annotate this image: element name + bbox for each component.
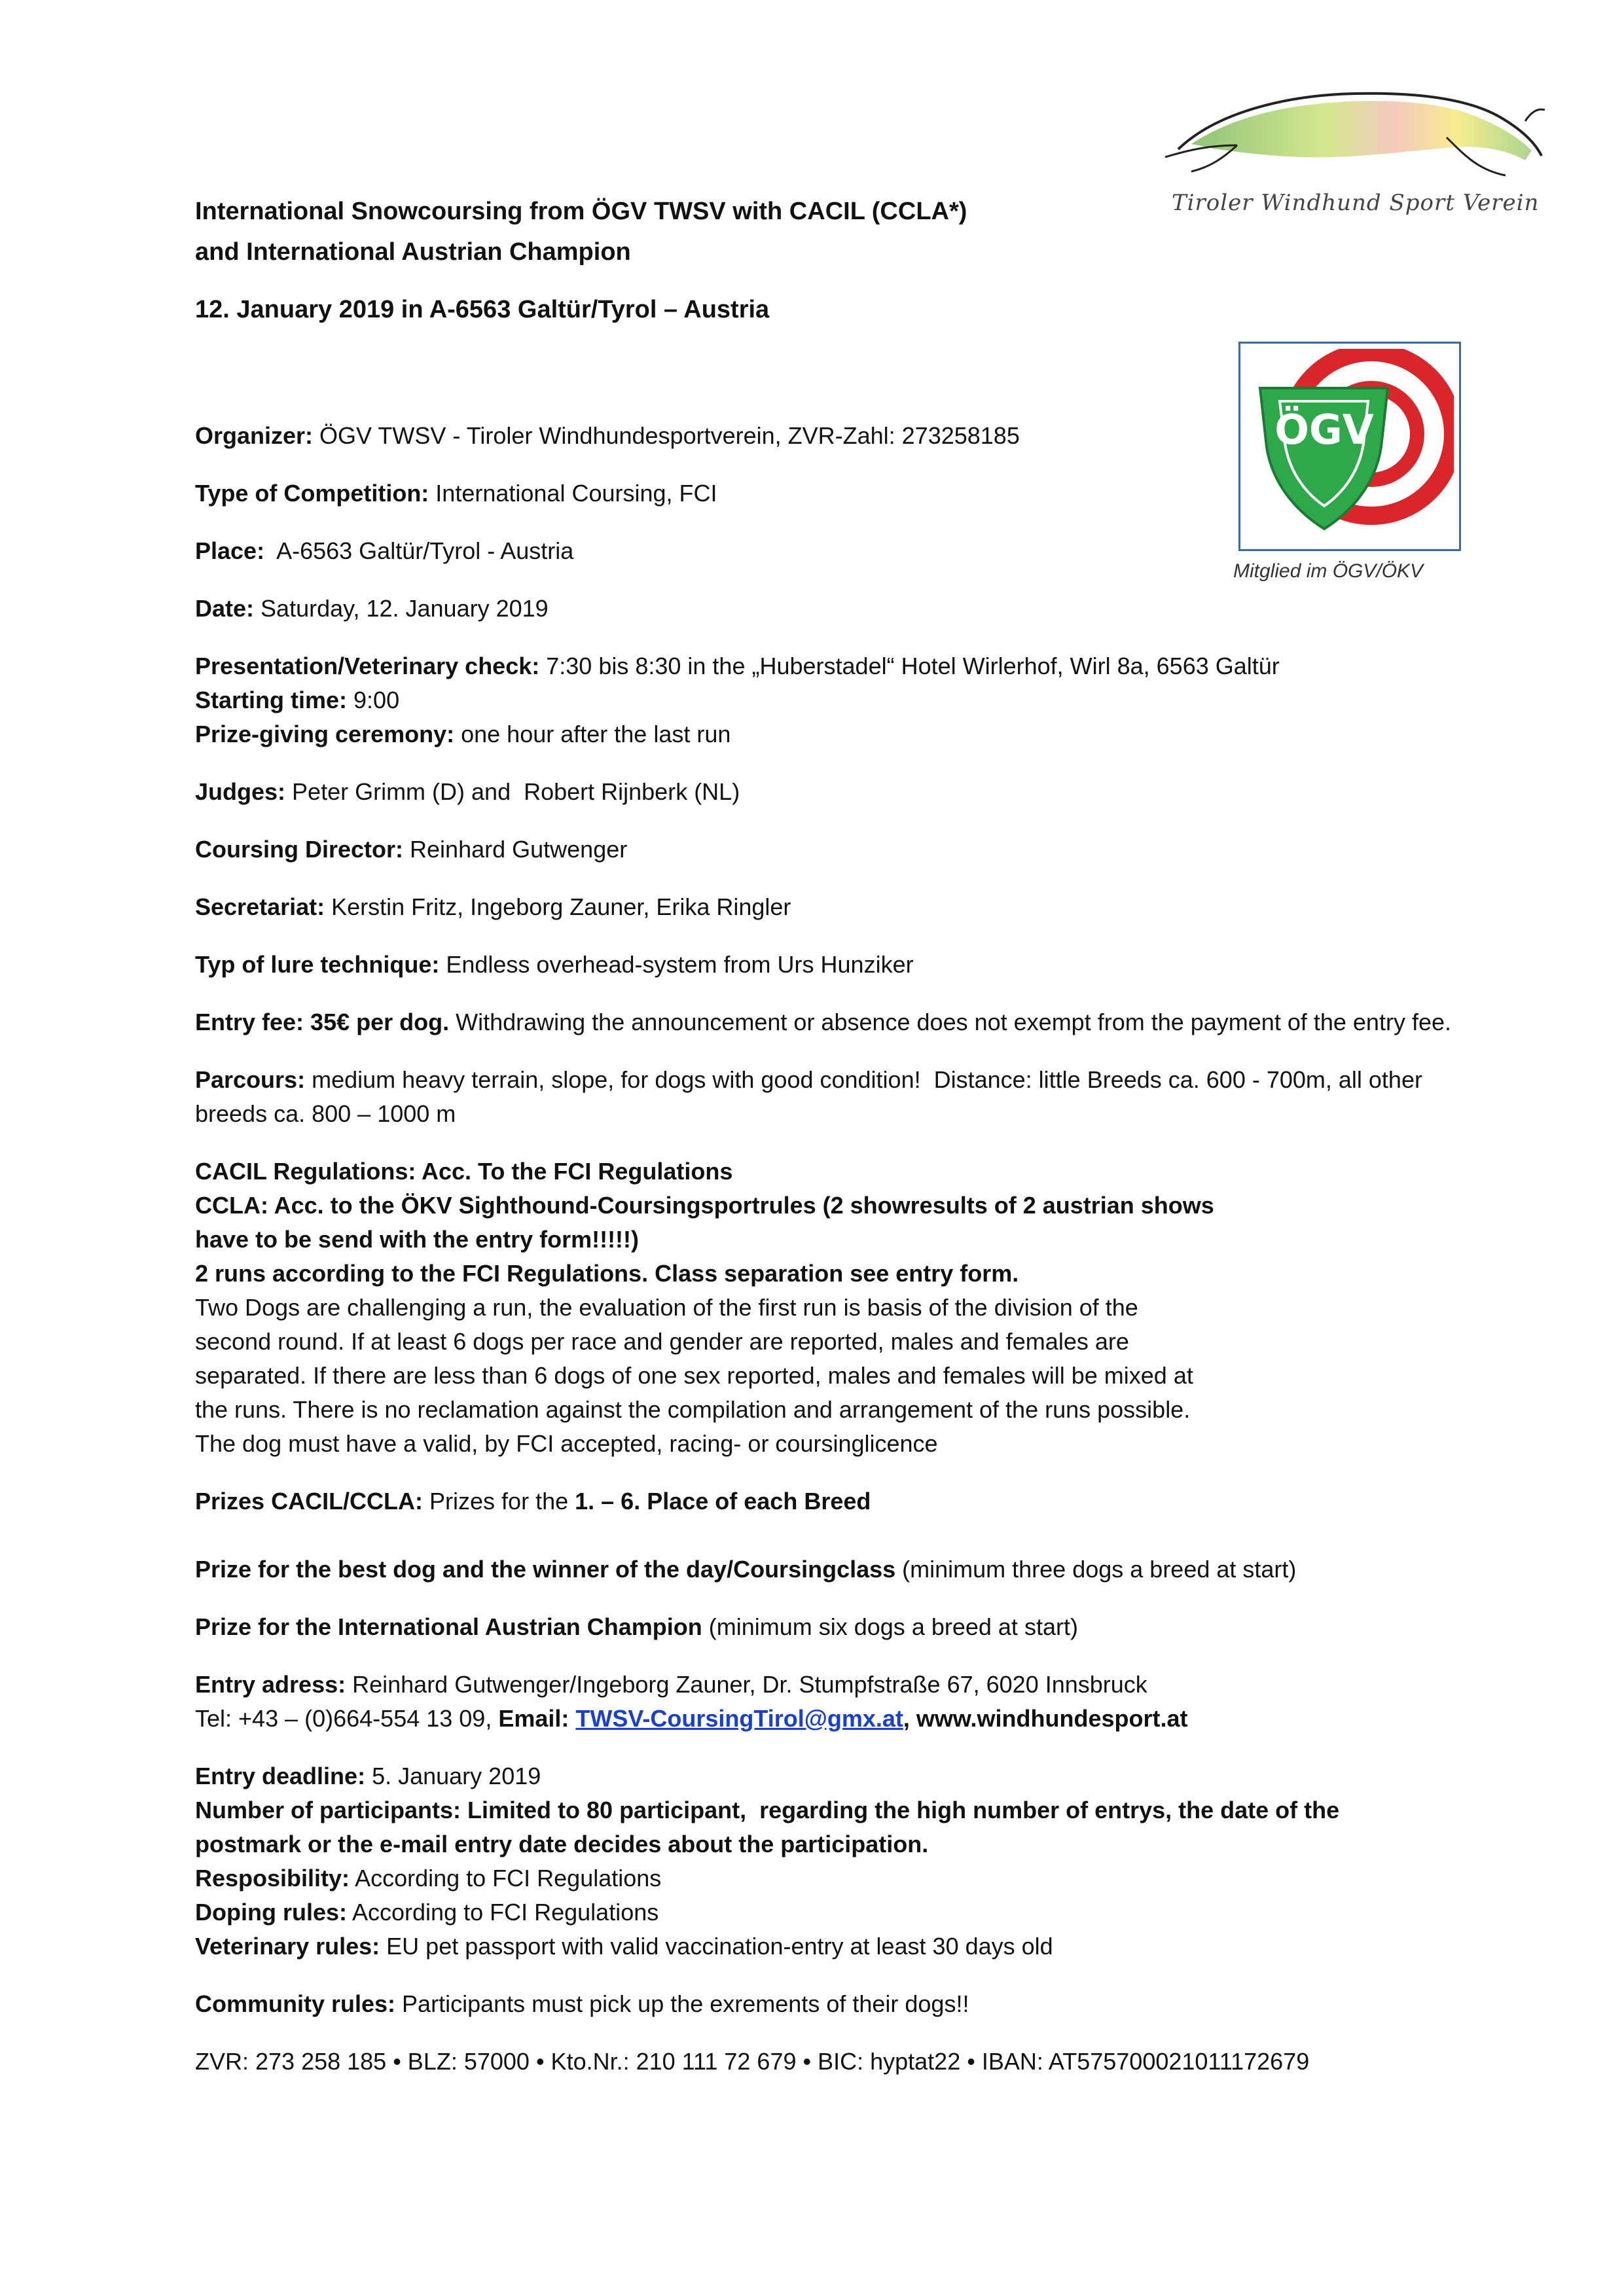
entry-fee-value: Withdrawing the announcement or absence does not exempt from the payment of the entry fee. <box>449 1009 1451 1035</box>
competition-type-value: International Coursing, FCI <box>429 480 717 507</box>
prize-best-dog-label: Prize for the best dog and the winner of the day/Coursingclass <box>195 1556 896 1583</box>
entry-fee-row <box>195 1005 1465 1039</box>
community-rules-value: Participants must pick up the exrements of their dogs!! <box>395 1990 969 2017</box>
prize-giving-value: one hour after the last run <box>454 721 731 747</box>
competition-type-row <box>195 476 1465 511</box>
email-label: Email: <box>498 1705 569 1732</box>
doping-label: Doping rules: <box>195 1899 347 1926</box>
regulations-text-line: second round. If at least 6 dogs per race and gender are reported, males and females are <box>195 1328 1129 1355</box>
document-title <box>195 191 1177 272</box>
greyhound-icon <box>1139 72 1558 190</box>
presentation-label: Presentation/Veterinary check: <box>195 653 540 679</box>
director-value: Reinhard Gutwenger <box>403 836 628 863</box>
lure-row <box>195 948 1465 982</box>
entry-address-row <box>195 1668 1465 1702</box>
website-link[interactable]: , www.windhundesport.at <box>903 1705 1188 1732</box>
place-value: A-6563 Galtür/Tyrol - Austria <box>264 537 574 564</box>
prize-champion-label: Prize for the International Austrian Champion <box>195 1613 702 1640</box>
email-link[interactable]: TWSV-CoursingTirol@gmx.at <box>575 1705 903 1732</box>
entry-deadline-row <box>195 1759 1465 1793</box>
responsibility-value: According to FCI Regulations <box>350 1865 662 1892</box>
date-row <box>195 592 1465 626</box>
regulations-text-line: The dog must have a valid, by FCI accepted, racing- or coursinglicence <box>195 1430 938 1457</box>
secretariat-row <box>195 890 1465 924</box>
regulations-text-line: the runs. There is no reclamation against the compilation and arrangement of the runs possible. <box>195 1396 1191 1423</box>
judges-row <box>195 775 1465 809</box>
prize-champion-value: (minimum six dogs a breed at start) <box>702 1613 1078 1640</box>
prizes-cacil-row <box>195 1484 1465 1518</box>
entry-address-block <box>195 1668 1465 1736</box>
schedule-block <box>195 649 1465 751</box>
judges-label: Judges: <box>195 778 286 805</box>
entry-deadline-label: Entry deadline: <box>195 1763 366 1789</box>
entry-deadline-value: 5. January 2019 <box>365 1763 541 1789</box>
runs-regulations-line: 2 runs according to the FCI Regulations. Class separation see entry form. <box>195 1260 1019 1287</box>
date-value: Saturday, 12. January 2019 <box>254 595 549 622</box>
organizer-label: Organizer: <box>195 422 314 449</box>
secretariat-value: Kerstin Fritz, Ingeborg Zauner, Erika Ringler <box>325 893 791 920</box>
prizes-cacil-value: Prizes for the <box>423 1488 575 1515</box>
responsibility-row <box>195 1861 1465 1895</box>
regulations-text-line: Two Dogs are challenging a run, the evaluation of the first run is basis of the division of the <box>195 1294 1138 1321</box>
regulations-block <box>195 1155 1465 1461</box>
entry-form-note-line: have to be send with the entry form!!!!!) <box>195 1226 640 1253</box>
lure-value: Endless overhead-system from Urs Hunziker <box>439 951 914 978</box>
starting-time-row <box>195 683 1465 717</box>
place-label: Place: <box>195 537 265 564</box>
prizes-cacil-label: Prizes CACIL/CCLA: <box>195 1488 424 1515</box>
bank-details-footer: ZVR: 273 258 185 • BLZ: 57000 • Kto.Nr.: 210 111 72 679 • BIC: hyptat22 • IBAN: AT575700021011172679 <box>195 2048 1310 2075</box>
contact-row <box>195 1702 1465 1736</box>
starting-time-value: 9:00 <box>347 687 400 713</box>
competition-type-label: Type of Competition: <box>195 480 429 507</box>
event-date-title: 12. January 2019 in A-6563 Galtür/Tyrol – Austria <box>195 296 770 323</box>
presentation-value: 7:30 bis 8:30 in the „Huberstadel“ Hotel Wirlerhof, Wirl 8a, 6563 Galtür <box>539 653 1280 679</box>
club-logo-text: Tiroler Windhund Sport Verein <box>1172 190 1540 216</box>
place-row <box>195 534 1465 568</box>
ccla-regulations-line: CCLA: Acc. to the ÖKV Sighthound-Coursingsportrules (2 showresults of 2 austrian shows <box>195 1192 1214 1219</box>
prize-giving-label: Prize-giving ceremony: <box>195 721 455 747</box>
community-rules-row <box>195 1987 1465 2021</box>
date-label: Date: <box>195 595 255 622</box>
parcours-label: Parcours: <box>195 1066 306 1093</box>
prize-best-dog-value: (minimum three dogs a breed at start) <box>895 1556 1297 1583</box>
organizer-value: ÖGV TWSV - Tiroler Windhundesportverein, ZVR-Zahl: 273258185 <box>313 422 1020 449</box>
ogv-letters: ÖGV <box>1274 406 1374 454</box>
doping-value: According to FCI Regulations <box>347 1899 659 1926</box>
veterinary-value: EU pet passport with valid vaccination-entry at least 30 days old <box>380 1933 1053 1960</box>
entry-fee-label: Entry fee: 35€ per dog. <box>195 1009 450 1035</box>
cacil-regulations-line: CACIL Regulations: Acc. To the FCI Regulations <box>195 1158 733 1185</box>
judges-value: Peter Grimm (D) and Robert Rijnberk (NL) <box>285 778 740 805</box>
organizer-row <box>195 419 1465 453</box>
twsv-hound-logo <box>1139 72 1558 249</box>
director-label: Coursing Director: <box>195 836 404 863</box>
prizes-cacil-places: 1. – 6. Place of each Breed <box>575 1488 871 1515</box>
participants-line-2: postmark or the e-mail entry date decides about the participation. <box>195 1831 929 1857</box>
prize-champion-row <box>195 1610 1465 1644</box>
title-line-2: and International Austrian Champion <box>195 238 631 266</box>
entry-address-value: Reinhard Gutwenger/Ingeborg Zauner, Dr. Stumpfstraße 67, 6020 Innsbruck <box>346 1671 1147 1698</box>
presentation-row <box>195 649 1465 683</box>
entry-details-block <box>195 1759 1465 1964</box>
veterinary-row <box>195 1929 1465 1964</box>
doping-row <box>195 1895 1465 1929</box>
lure-label: Typ of lure technique: <box>195 951 440 978</box>
director-row <box>195 833 1465 867</box>
participants-line-1: Number of participants: Limited to 80 participant, regarding the high number of entrys, the date of the <box>195 1797 1340 1823</box>
entry-address-label: Entry adress: <box>195 1671 346 1698</box>
ogv-membership-caption: Mitglied im ÖGV/ÖKV <box>1233 560 1424 582</box>
phone-number: Tel: +43 – (0)664-554 13 09, <box>195 1705 499 1732</box>
parcours-value: medium heavy terrain, slope, for dogs with good condition! Distance: little Breeds ca. 600 - 700m, all other breeds ca. 800 – 1000 m <box>195 1066 1429 1127</box>
title-line-1: International Snowcoursing from ÖGV TWSV with CACIL (CCLA*) <box>195 198 967 225</box>
regulations-text-line: separated. If there are less than 6 dogs of one sex reported, males and females will be mixed at <box>195 1362 1193 1389</box>
community-rules-label: Community rules: <box>195 1990 396 2017</box>
prize-giving-row <box>195 717 1465 751</box>
veterinary-label: Veterinary rules: <box>195 1933 380 1960</box>
responsibility-label: Resposibility: <box>195 1865 350 1892</box>
secretariat-label: Secretariat: <box>195 893 325 920</box>
parcours-row <box>195 1063 1465 1131</box>
main-content <box>195 419 1465 2079</box>
prize-best-dog-row <box>195 1552 1465 1587</box>
starting-time-label: Starting time: <box>195 687 348 713</box>
